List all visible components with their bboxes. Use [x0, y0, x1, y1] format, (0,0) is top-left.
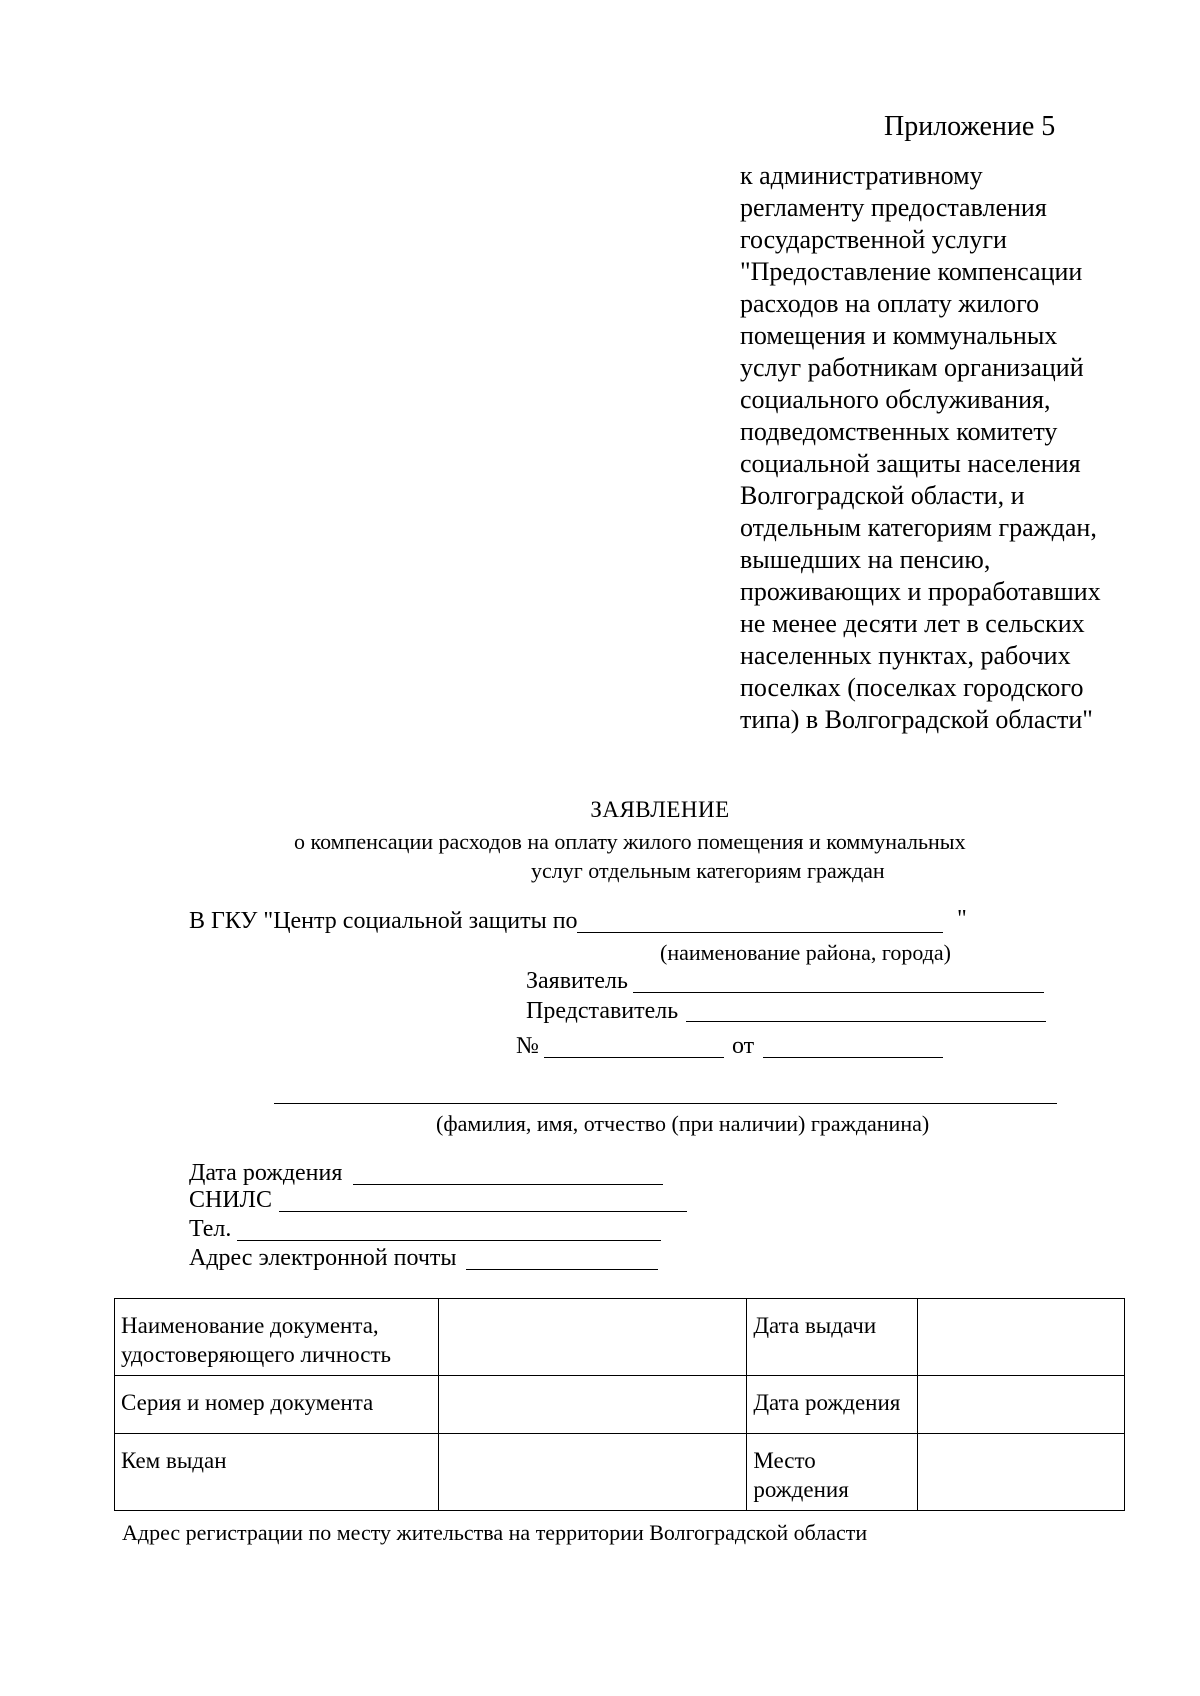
- citizen-fio-field[interactable]: [274, 1103, 1057, 1104]
- number-field[interactable]: [544, 1057, 724, 1058]
- annex-line: проживающих и проработавших: [740, 577, 1101, 606]
- document-title: ЗАЯВЛЕНИЕ: [590, 797, 730, 822]
- email-field[interactable]: [466, 1269, 658, 1270]
- from-date-field[interactable]: [763, 1057, 943, 1058]
- table-input-cell[interactable]: [918, 1376, 1125, 1434]
- annex-line: вышедших на пенсию,: [740, 545, 991, 574]
- table-row: [115, 1376, 1125, 1434]
- table-label-cell: Кем выдан: [115, 1434, 439, 1511]
- recipient-label: В ГКУ "Центр социальной защиты по: [189, 908, 578, 934]
- annex-line: типа) в Волгоградской области": [740, 705, 1093, 734]
- annex-line: подведомственных комитету: [740, 417, 1058, 446]
- number-label: №: [516, 1033, 539, 1059]
- annex-description: [740, 160, 1180, 736]
- registration-address-label: Адрес регистрации по месту жительства на территории Волгоградской области: [122, 1520, 868, 1545]
- from-label: от: [732, 1033, 755, 1059]
- table-label-cell: Дата выдачи: [747, 1299, 918, 1376]
- snils-field[interactable]: [279, 1211, 687, 1212]
- phone-label: Тел.: [189, 1216, 232, 1242]
- table-input-cell[interactable]: [918, 1434, 1125, 1511]
- district-hint: (наименование района, города): [660, 940, 951, 965]
- annex-line: государственной услуги: [740, 225, 1007, 254]
- applicant-label: Заявитель: [526, 968, 628, 994]
- annex-line: регламенту предоставления: [740, 193, 1047, 222]
- email-label: Адрес электронной почты: [189, 1245, 457, 1271]
- annex-number: Приложение 5: [884, 111, 1056, 142]
- table-input-cell[interactable]: [438, 1299, 747, 1376]
- annex-line: помещения и коммунальных: [740, 321, 1058, 350]
- document-subtitle-line2: услуг отдельным категориям граждан: [531, 858, 885, 883]
- representative-label: Представитель: [526, 998, 679, 1024]
- annex-line: населенных пунктах, рабочих: [740, 641, 1071, 670]
- annex-line: не менее десяти лет в сельских: [740, 609, 1085, 638]
- annex-line: социального обслуживания,: [740, 385, 1051, 414]
- birth-date-field[interactable]: [353, 1184, 663, 1185]
- applicant-field[interactable]: [633, 992, 1044, 993]
- district-field[interactable]: [577, 932, 943, 933]
- annex-line: Волгоградской области, и: [740, 481, 1025, 510]
- annex-line: услуг работникам организаций: [740, 353, 1084, 382]
- birth-date-label: Дата рождения: [189, 1160, 343, 1186]
- table-label-cell: Серия и номер документа: [115, 1376, 439, 1434]
- annex-line: к административному: [740, 161, 983, 190]
- table-input-cell[interactable]: [438, 1376, 747, 1434]
- representative-field[interactable]: [686, 1021, 1046, 1022]
- annex-line: социальной защиты населения: [740, 449, 1081, 478]
- identity-document-table: [114, 1298, 1125, 1511]
- table-input-cell[interactable]: [438, 1434, 747, 1511]
- document-subtitle-line1: о компенсации расходов на оплату жилого помещения и коммунальных: [294, 829, 966, 854]
- annex-line: расходов на оплату жилого: [740, 289, 1040, 318]
- annex-line: "Предоставление компенсации: [740, 257, 1083, 286]
- table-row: [115, 1299, 1125, 1376]
- snils-label: СНИЛС: [189, 1187, 272, 1213]
- recipient-closing-quote: ": [957, 906, 967, 932]
- table-label-cell: Дата рождения: [747, 1376, 918, 1434]
- phone-field[interactable]: [237, 1240, 661, 1241]
- table-label-cell: Место рождения: [747, 1434, 918, 1511]
- table-input-cell[interactable]: [918, 1299, 1125, 1376]
- annex-line: поселках (поселках городского: [740, 673, 1084, 702]
- citizen-fio-hint: (фамилия, имя, отчество (при наличии) гражданина): [436, 1111, 930, 1136]
- annex-line: отдельным категориям граждан,: [740, 513, 1097, 542]
- table-label-cell: Наименование документа, удостоверяющего личность: [115, 1299, 439, 1376]
- table-row: [115, 1434, 1125, 1511]
